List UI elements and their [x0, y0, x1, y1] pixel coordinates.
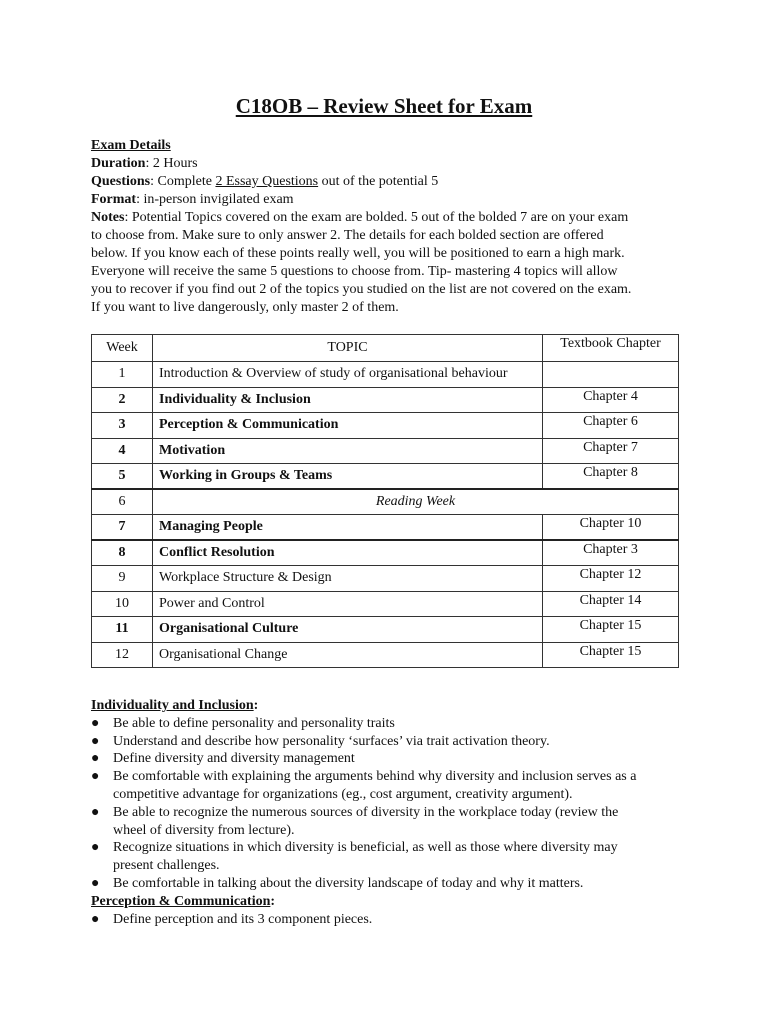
table-row	[92, 566, 679, 592]
section-heading-individuality	[91, 697, 683, 715]
bullet-dot: ●	[91, 875, 100, 891]
format-line	[91, 191, 683, 209]
bullet-item	[91, 839, 683, 875]
chapter-cell: Chapter 15	[543, 642, 679, 668]
chapter-cell: Chapter 14	[543, 591, 679, 617]
table-row	[92, 591, 679, 617]
bullet-text-line: wheel of diversity from lecture).	[113, 822, 295, 838]
week-cell: 7	[92, 515, 153, 541]
week-cell: 5	[92, 464, 153, 490]
duration-line	[91, 155, 683, 173]
bullet-dot: ●	[91, 769, 100, 785]
table-row	[92, 489, 679, 515]
topic-sections	[91, 697, 683, 928]
topic-cell: Organisational Change	[153, 642, 543, 668]
bullet-item	[91, 750, 683, 768]
topics-table	[91, 334, 679, 668]
bullet-text-line: Be able to recognize the numerous sources of diversity in the workplace today (review the	[113, 804, 619, 820]
bullet-text-line: Recognize situations in which diversity is beneficial, as well as those where diversity may	[113, 840, 618, 856]
chapter-cell: Chapter 4	[543, 387, 679, 413]
perception-heading-colon: :	[270, 893, 276, 909]
questions-underlined: 2 Essay Questions	[215, 174, 319, 189]
topic-cell: Individuality & Inclusion	[153, 387, 543, 413]
topic-cell: Power and Control	[153, 591, 543, 617]
bullet-item	[91, 911, 683, 929]
bullet-text-line: Be comfortable in talking about the diversity landscape of today and why it matters.	[113, 875, 584, 891]
week-cell: 1	[92, 362, 153, 388]
topic-cell: Managing People	[153, 515, 543, 541]
bullet-text-line: Define perception and its 3 component pieces.	[113, 911, 373, 927]
table-row	[92, 438, 679, 464]
bullet-text-line: Be able to define personality and personality traits	[113, 715, 395, 731]
chapter-cell	[543, 362, 679, 388]
notes-line-4: Everyone will receive the same 5 questions to choose from. Tip- mastering 4 topics will allow	[91, 264, 618, 279]
table-row	[92, 413, 679, 439]
chapter-cell: Chapter 6	[543, 413, 679, 439]
duration-value: : 2 Hours	[145, 156, 198, 171]
format-label: Format	[91, 192, 137, 207]
reading-week-cell: Reading Week	[153, 489, 679, 515]
notes-label: Notes	[91, 210, 125, 225]
week-cell: 2	[92, 387, 153, 413]
chapter-cell: Chapter 3	[543, 540, 679, 566]
notes-line-3: below. If you know each of these points really well, you will be positioned to earn a high mark.	[91, 246, 625, 261]
header-week: Week	[92, 335, 153, 362]
topic-cell: Workplace Structure & Design	[153, 566, 543, 592]
bullet-text-line: present challenges.	[113, 858, 220, 874]
week-cell: 4	[92, 438, 153, 464]
table-row	[92, 362, 679, 388]
table-row	[92, 387, 679, 413]
table-row	[92, 464, 679, 490]
bullet-text-line: competitive advantage for organizations (eg., cost argument, creativity argument).	[113, 786, 573, 802]
topic-cell: Perception & Communication	[153, 413, 543, 439]
week-cell: 12	[92, 642, 153, 668]
chapter-cell: Chapter 8	[543, 464, 679, 490]
format-value: : in-person invigilated exam	[136, 192, 294, 207]
bullet-item	[91, 733, 683, 751]
bullet-text-line: Be comfortable with explaining the arguments behind why diversity and inclusion serves as a	[113, 769, 637, 785]
questions-label: Questions	[91, 174, 151, 189]
questions-pre: : Complete	[150, 174, 216, 189]
table-row	[92, 515, 679, 541]
bullet-item	[91, 768, 683, 804]
week-cell: 8	[92, 540, 153, 566]
exam-details-heading: Exam Details	[91, 138, 171, 153]
chapter-cell: Chapter 12	[543, 566, 679, 592]
table-row	[92, 617, 679, 643]
questions-line	[91, 173, 683, 191]
topic-cell: Conflict Resolution	[153, 540, 543, 566]
topic-cell: Working in Groups & Teams	[153, 464, 543, 490]
header-chapter: Textbook Chapter	[543, 335, 679, 362]
chapter-cell: Chapter 7	[543, 438, 679, 464]
notes-line-2: to choose from. Make sure to only answer 2. The details for each bolded section are offered	[91, 228, 604, 243]
individuality-heading-colon: :	[253, 698, 259, 713]
bullet-dot: ●	[91, 733, 100, 749]
exam-details	[91, 137, 683, 317]
week-cell: 6	[92, 489, 153, 515]
perception-bullet-list	[91, 911, 683, 929]
week-cell: 10	[92, 591, 153, 617]
page-title: C18OB – Review Sheet for Exam	[235, 94, 533, 118]
table-row	[92, 642, 679, 668]
chapter-cell: Chapter 15	[543, 617, 679, 643]
table-header-row	[92, 335, 679, 362]
notes-text: : Potential Topics covered on the exam are bolded. 5 out of the bolded 7 are on your exam	[124, 210, 629, 225]
bullet-dot: ●	[91, 751, 100, 767]
perception-heading: Perception & Communication	[91, 893, 271, 909]
header-topic: TOPIC	[153, 335, 543, 362]
individuality-heading: Individuality and Inclusion	[91, 698, 254, 713]
week-cell: 11	[92, 617, 153, 643]
duration-label: Duration	[91, 156, 146, 171]
bullet-text-line: Understand and describe how personality ‘surfaces’ via trait activation theory.	[113, 733, 550, 749]
topic-cell: Introduction & Overview of study of organisational behaviour	[153, 362, 543, 388]
individuality-bullet-list	[91, 715, 683, 893]
section-heading-perception	[91, 893, 683, 911]
chapter-cell: Chapter 10	[543, 515, 679, 541]
week-cell: 3	[92, 413, 153, 439]
questions-post: out of the potential 5	[318, 174, 439, 189]
topic-cell: Motivation	[153, 438, 543, 464]
bullet-item	[91, 715, 683, 733]
topic-cell: Organisational Culture	[153, 617, 543, 643]
bullet-dot: ●	[91, 804, 100, 820]
bullet-text-line: Define diversity and diversity management	[113, 751, 355, 767]
week-cell: 9	[92, 566, 153, 592]
bullet-item	[91, 875, 683, 893]
table-row	[92, 540, 679, 566]
bullet-dot: ●	[91, 715, 100, 731]
bullet-dot: ●	[91, 911, 100, 927]
notes-line-6: If you want to live dangerously, only master 2 of them.	[91, 300, 399, 315]
notes-line-5: you to recover if you find out 2 of the topics you studied on the list are not covered on the exam.	[91, 282, 632, 297]
notes-line-1	[91, 209, 683, 227]
bullet-item	[91, 804, 683, 840]
bullet-dot: ●	[91, 840, 100, 856]
